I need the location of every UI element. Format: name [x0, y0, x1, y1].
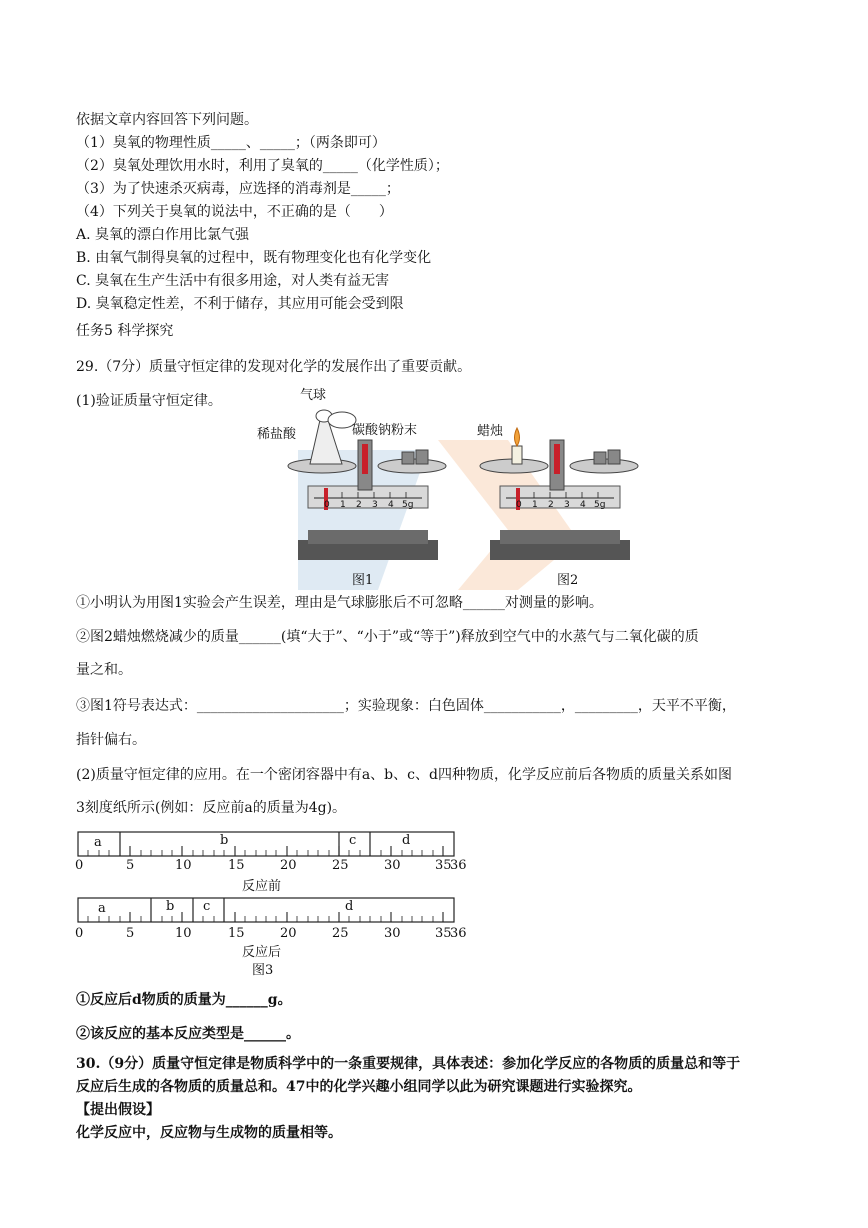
- after-tick-36: 36: [450, 926, 467, 941]
- before-seg-c: c: [349, 833, 357, 848]
- question-4: （4）下列关于臭氧的说法中，不正确的是（ ）: [76, 204, 393, 220]
- label-balloon: 气球: [300, 388, 327, 403]
- before-tick-15: 15: [228, 858, 245, 873]
- q29-part2b: 3刻度纸所示(例如：反应前a的质量为4g)。: [76, 800, 347, 816]
- question-3: （3）为了快速杀灭病毒，应选择的消毒剂是_____；: [76, 181, 400, 197]
- label-after: 反应后: [242, 945, 282, 960]
- q29-s3b: 指针偏右。: [76, 732, 146, 748]
- q29-part2a: (2)质量守恒定律的应用。在一个密闭容器中有a、b、c、d四种物质，化学反应前后各物质的质量关系如图: [76, 767, 732, 783]
- label-powder: 碳酸钠粉末: [352, 423, 418, 438]
- before-tick-5: 5: [126, 858, 135, 873]
- q29-a1: ①反应后d物质的质量为______g。: [76, 992, 292, 1008]
- after-seg-d: d: [345, 899, 354, 914]
- scale2-tick-2: 2: [548, 500, 554, 510]
- after-tick-0: 0: [75, 926, 84, 941]
- q29-s1: ①小明认为用图1实验会产生误差，理由是气球膨胀后不可忽略______对测量的影响。: [76, 595, 603, 611]
- strip-after: [78, 898, 454, 922]
- scale1-tick-0: 0: [324, 500, 330, 510]
- scale2-tick-1: 1: [532, 500, 538, 510]
- q29-s2b: 量之和。: [76, 662, 132, 678]
- before-tick-30: 30: [384, 858, 401, 873]
- after-tick-35: 35: [435, 926, 452, 941]
- q29-a2: ②该反应的基本反应类型是______。: [76, 1026, 300, 1042]
- label-before: 反应前: [242, 879, 282, 894]
- q29-title: 29.（7分）质量守恒定律的发现对化学的发展作出了重要贡献。: [76, 359, 472, 375]
- scale1-tick-2: 2: [356, 500, 362, 510]
- before-tick-35: 35: [435, 858, 452, 873]
- scale2-tick-0: 0: [516, 500, 522, 510]
- after-seg-c: c: [203, 899, 211, 914]
- question-1: （1）臭氧的物理性质_____、_____；（两条即可）: [76, 135, 386, 151]
- balance-figures: [250, 380, 660, 580]
- label-candle: 蜡烛: [477, 424, 504, 439]
- scale1-tick-3: 3: [372, 500, 378, 510]
- before-tick-0: 0: [75, 858, 84, 873]
- fig1-caption: 图1: [352, 573, 374, 588]
- strip-before: [78, 832, 454, 856]
- before-tick-25: 25: [332, 858, 349, 873]
- after-tick-5: 5: [126, 926, 135, 941]
- option-a: A. 臭氧的漂白作用比氯气强: [76, 227, 250, 243]
- balance-2: [480, 428, 638, 560]
- option-c: C. 臭氧在生产生活中有很多用途，对人类有益无害: [76, 273, 390, 289]
- after-tick-20: 20: [280, 926, 297, 941]
- label-acid: 稀盐酸: [257, 427, 297, 442]
- fig2-caption: 图2: [557, 573, 579, 588]
- scale2-tick-5: 5g: [594, 500, 606, 510]
- q29-part1: (1)验证质量守恒定律。: [76, 393, 222, 409]
- after-tick-30: 30: [384, 926, 401, 941]
- after-tick-15: 15: [228, 926, 245, 941]
- before-seg-b: b: [220, 833, 229, 848]
- q30-line2: 反应后生成的各物质的质量总和。47中的化学兴趣小组同学以此为研究课题进行实验探究。: [76, 1079, 642, 1095]
- intro-text: 依据文章内容回答下列问题。: [76, 112, 258, 128]
- fig3-caption: 图3: [252, 963, 274, 978]
- q29-s2a: ②图2蜡烛燃烧减少的质量______(填“大于”、“小于”或“等于”)释放到空气中的水蒸气与二氧化碳的质: [76, 629, 699, 645]
- q30-line1: 30.（9分）质量守恒定律是物质科学中的一条重要规律，具体表述：参加化学反应的各物质的质量总和等于: [76, 1056, 741, 1072]
- before-seg-d: d: [402, 833, 411, 848]
- before-seg-a: a: [94, 835, 102, 850]
- before-tick-20: 20: [280, 858, 297, 873]
- task-heading: 任务5 科学探究: [76, 323, 174, 339]
- after-seg-b: b: [166, 899, 175, 914]
- scale2-tick-4: 4: [580, 500, 586, 510]
- before-tick-10: 10: [175, 858, 192, 873]
- scale1-tick-4: 4: [388, 500, 394, 510]
- q30-heading: 【提出假设】: [76, 1102, 160, 1118]
- scale1-tick-5: 5g: [402, 500, 414, 510]
- scale2-tick-3: 3: [564, 500, 570, 510]
- q30-hypothesis: 化学反应中，反应物与生成物的质量相等。: [76, 1125, 342, 1141]
- before-tick-36: 36: [450, 858, 467, 873]
- after-tick-10: 10: [175, 926, 192, 941]
- option-b: B. 由氧气制得臭氧的过程中，既有物理变化也有化学变化: [76, 250, 432, 266]
- after-seg-a: a: [98, 901, 106, 916]
- scale1-tick-1: 1: [340, 500, 346, 510]
- q29-s3a: ③图1符号表达式：_____________________；实验现象：白色固体___________，_________，天平不平衡，: [76, 698, 736, 714]
- question-2: （2）臭氧处理饮用水时，利用了臭氧的_____（化学性质）；: [76, 158, 449, 174]
- option-d: D. 臭氧稳定性差，不利于储存，其应用可能会受到限: [76, 296, 404, 312]
- after-tick-25: 25: [332, 926, 349, 941]
